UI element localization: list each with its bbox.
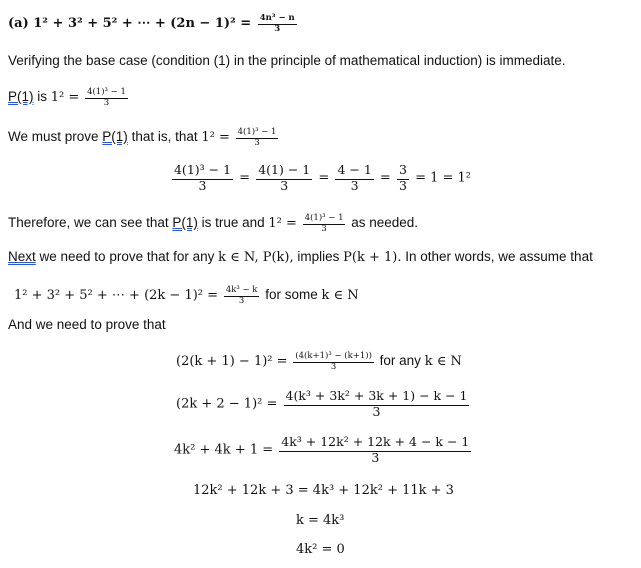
- next-text-2: implies: [293, 249, 344, 264]
- chain-fraction-3: [335, 164, 373, 192]
- and-line: And we need to prove that: [8, 317, 166, 332]
- chain-fraction-2-num: 4(1) − 1: [256, 164, 312, 180]
- chain-fraction-1: [172, 164, 233, 192]
- assume-fraction: [224, 286, 260, 305]
- next-math-1: k ∈ N, P(k),: [218, 250, 294, 265]
- step3-fraction-num: 4k³ + 12k² + 12k + 4 − k − 1: [279, 436, 471, 452]
- next-text-3: In other words, we assume that: [401, 249, 593, 264]
- step6: 4k² = 0: [296, 542, 345, 557]
- heading-fraction-den: 3: [274, 23, 281, 34]
- chain-fraction-2: [256, 164, 312, 192]
- assume-fraction-den: 3: [238, 295, 245, 306]
- step3-lhs: 4k² + 4k + 1 =: [174, 442, 274, 458]
- prove-fraction: [236, 128, 279, 147]
- therefore-fraction: [303, 214, 346, 233]
- assume-fraction-num: 4k³ − k: [225, 285, 258, 295]
- therefore-pre: Therefore, we can see that: [8, 215, 173, 231]
- step1-fraction: [293, 352, 374, 371]
- prove-pre: We must prove: [8, 129, 103, 145]
- therefore-mid: is true and: [197, 215, 269, 231]
- heading-lhs: 1² + 3² + 5² + ⋯ + (2n − 1)² =: [33, 16, 252, 31]
- assume-line: [14, 286, 359, 305]
- step2: [176, 390, 471, 418]
- chain-equals: =: [379, 170, 391, 186]
- chain-fraction-4-den: 3: [398, 177, 407, 193]
- chain-fraction-4: [397, 164, 409, 192]
- p1-fraction-den: 3: [103, 97, 110, 108]
- base-case-text: Verifying the base case (condition (1) in the principle of mathematical induction) is immediate.: [8, 53, 566, 68]
- step2-fraction: [284, 390, 470, 418]
- step3: [174, 436, 473, 464]
- p1-line: [8, 88, 130, 107]
- p1-term: P(1): [8, 89, 34, 105]
- therefore-fraction-num: 4(1)³ − 1: [304, 213, 344, 223]
- step2-fraction-den: 3: [372, 403, 381, 419]
- step1-lhs: (2(k + 1) − 1)² =: [176, 354, 288, 370]
- next-line: [8, 250, 593, 264]
- prove-fraction-num: 4(1)³ − 1: [237, 127, 277, 137]
- equation-chain: [0, 164, 641, 192]
- chain-fraction-3-num: 4 − 1: [335, 164, 373, 180]
- heading-equation: [8, 14, 299, 33]
- prove-lhs: 1² =: [201, 130, 230, 146]
- next-word: Next: [8, 249, 36, 264]
- therefore-fraction-den: 3: [321, 223, 327, 234]
- therefore-line: [8, 214, 418, 233]
- chain-equals: =: [239, 170, 251, 186]
- heading-fraction-num: 4n³ − n: [259, 13, 295, 23]
- prove-p1: P(1): [102, 129, 128, 145]
- p1-lhs: 1² =: [50, 90, 80, 106]
- next-math-2: P(k + 1).: [343, 250, 402, 265]
- heading-label: (a): [8, 16, 29, 31]
- therefore-post: as needed.: [347, 215, 419, 231]
- therefore-lhs: 1² =: [268, 216, 297, 232]
- p1-fraction-num: 4(1)³ − 1: [87, 87, 126, 97]
- step3-fraction: [279, 436, 471, 464]
- step2-fraction-num: 4(k³ + 3k² + 3k + 1) − k − 1: [284, 390, 470, 406]
- chain-fraction-3-den: 3: [350, 177, 359, 193]
- step1-fraction-den: 3: [330, 361, 337, 372]
- prove-line: [8, 128, 280, 147]
- assume-text: for some: [261, 287, 322, 303]
- step1-text: for any: [375, 353, 425, 369]
- assume-math: k ∈ N: [321, 288, 359, 304]
- step1-math: k ∈ N: [424, 354, 462, 370]
- chain-fraction-1-num: 4(1)³ − 1: [172, 164, 233, 180]
- prove-mid: that is, that: [127, 129, 202, 145]
- p1-is: is: [33, 89, 51, 105]
- prove-fraction-den: 3: [254, 137, 260, 148]
- p1-fraction: [85, 88, 128, 107]
- chain-fraction-4-num: 3: [397, 164, 409, 180]
- next-text-1: we need to prove that for any: [35, 249, 219, 264]
- step1-fraction-num: (4(k+1)³ − (k+1)): [295, 351, 372, 361]
- step3-fraction-den: 3: [371, 449, 380, 465]
- chain-fraction-1-den: 3: [198, 177, 207, 193]
- chain-tail: = 1 = 1²: [415, 170, 471, 186]
- chain-fraction-2-den: 3: [280, 177, 289, 193]
- step4: 12k² + 12k + 3 = 4k³ + 12k² + 11k + 3: [193, 483, 454, 498]
- heading-fraction: [258, 14, 297, 33]
- therefore-p1: P(1): [172, 215, 198, 231]
- assume-lhs: 1² + 3² + 5² + ⋯ + (2k − 1)² =: [14, 288, 219, 304]
- step2-lhs: (2k + 2 − 1)² =: [176, 396, 278, 412]
- chain-equals: =: [318, 170, 330, 186]
- step5: k = 4k³: [296, 513, 345, 528]
- step1: [176, 352, 462, 371]
